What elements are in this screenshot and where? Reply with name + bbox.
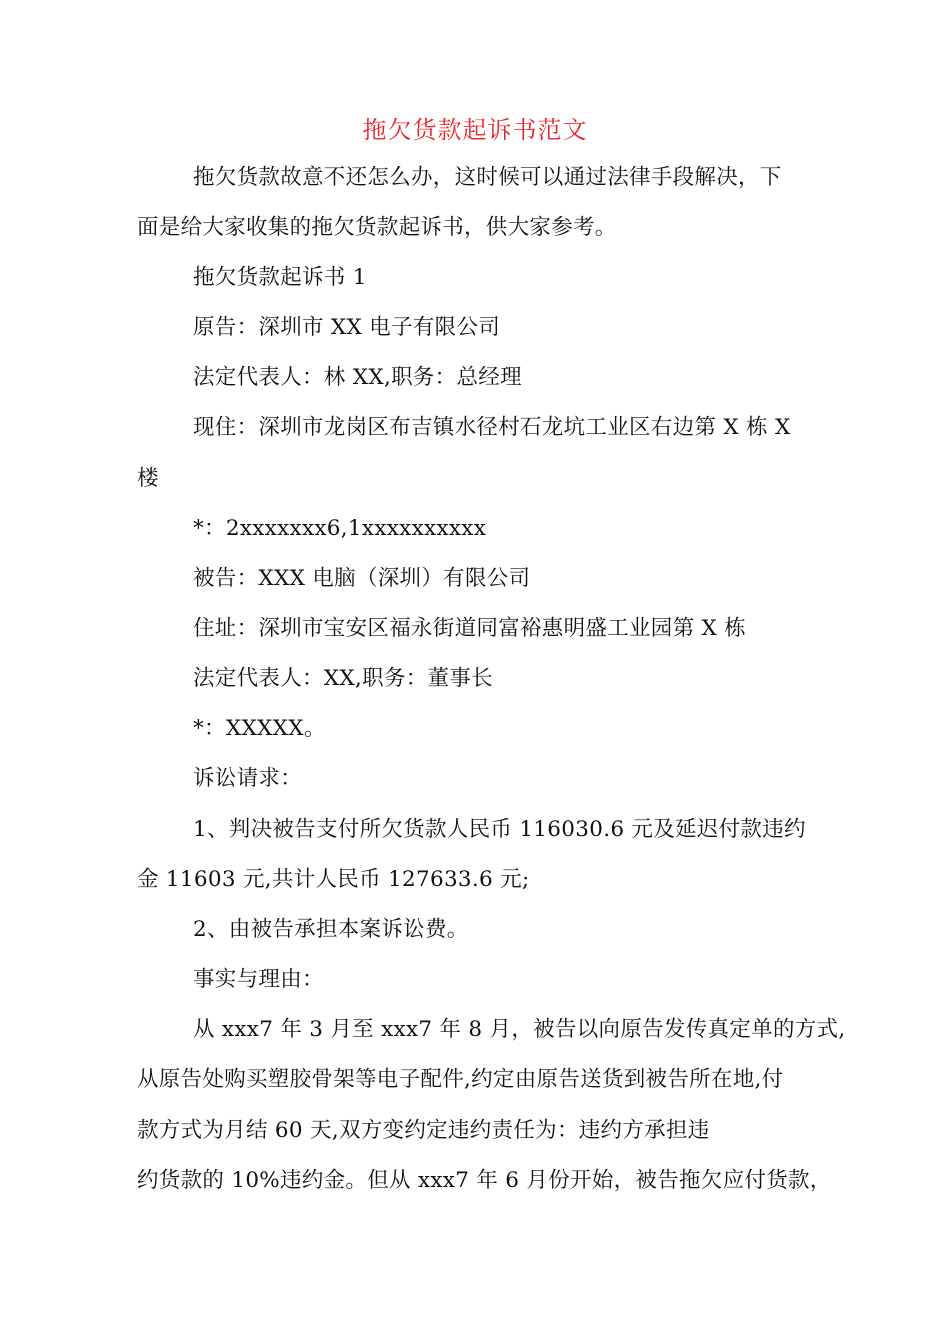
document-title: 拖欠货款起诉书范文 bbox=[362, 116, 588, 144]
claim-item: 2、由被告承担本案诉讼费。 bbox=[193, 917, 469, 942]
defendant-address-line: 住址：深圳市宝安区福永街道同富裕惠明盛工业园第 X 栋 bbox=[193, 616, 747, 641]
facts-paragraph-line: 款方式为月结 60 天,双方变约定违约责任为：违约方承担违 bbox=[137, 1118, 710, 1143]
facts-heading: 事实与理由： bbox=[193, 967, 324, 992]
plaintiff-phone-line: *：2xxxxxxx6,1xxxxxxxxxx bbox=[193, 516, 487, 541]
claim-item-continued: 金 11603 元,共计人民币 127633.6 元; bbox=[137, 867, 530, 892]
paragraph-line: 拖欠货款故意不还怎么办，这时候可以通过法律手段解决，下 bbox=[193, 165, 782, 190]
facts-paragraph-line: 约货款的 10%违约金。但从 xxx7 年 6 月份开始，被告拖欠应付货款， bbox=[137, 1168, 832, 1193]
plaintiff-address-line-continued: 楼 bbox=[137, 466, 159, 491]
plaintiff-address-line: 现住：深圳市龙岗区布吉镇水径村石龙坑工业区右边第 X 栋 X bbox=[193, 415, 791, 440]
paragraph-line: 面是给大家收集的拖欠货款起诉书，供大家参考。 bbox=[137, 215, 617, 240]
facts-paragraph-line: 从 xxx7 年 3 月至 xxx7 年 8 月，被告以向原告发传真定单的方式, bbox=[193, 1017, 846, 1042]
claims-heading: 诉讼请求： bbox=[193, 766, 303, 791]
claim-item: 1、判决被告支付所欠货款人民币 116030.6 元及延迟付款违约 bbox=[193, 817, 806, 842]
defendant-representative-line: 法定代表人：XX,职务：董事长 bbox=[193, 666, 493, 691]
section-heading: 拖欠货款起诉书 1 bbox=[193, 265, 367, 290]
plaintiff-representative-line: 法定代表人：林 XX,职务：总经理 bbox=[193, 365, 522, 390]
facts-paragraph-line: 从原告处购买塑胶骨架等电子配件,约定由原告送货到被告所在地,付 bbox=[137, 1067, 784, 1092]
defendant-line: 被告：XXX 电脑（深圳）有限公司 bbox=[193, 566, 531, 591]
plaintiff-line: 原告：深圳市 XX 电子有限公司 bbox=[193, 315, 501, 340]
defendant-phone-line: *：XXXXX。 bbox=[193, 716, 326, 741]
